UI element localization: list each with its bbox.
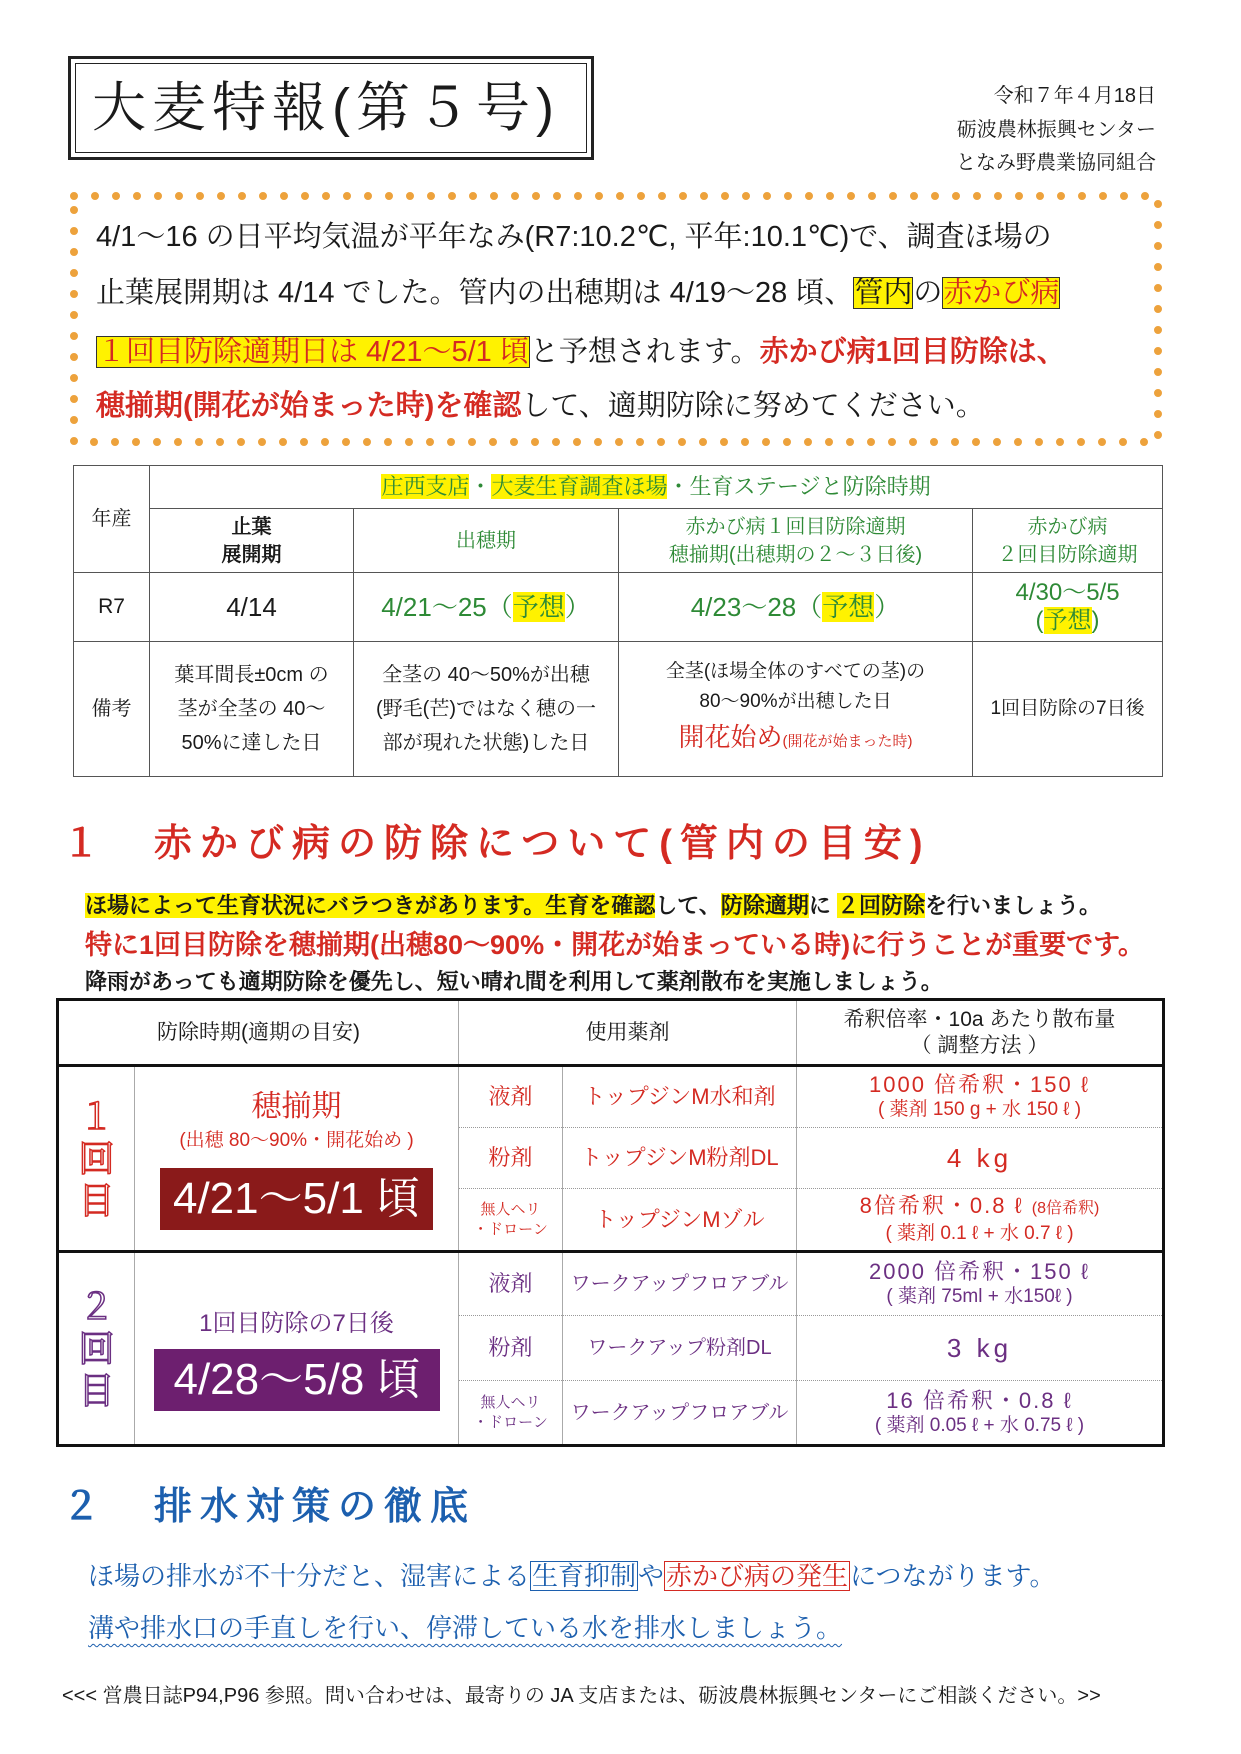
- rate-text: 1000 倍希釈・150 ℓ: [869, 1072, 1090, 1097]
- title-sep: ・: [469, 473, 492, 499]
- header-chemical: 使用薬剤: [459, 1000, 797, 1066]
- notice-text: 4/1～16 の日平均気温が平年なみ(R7:10.2℃, 平年:10.1℃)で、調査ほ場の: [96, 221, 1052, 253]
- forecast-badge: 予想: [512, 591, 565, 622]
- issuer-ja: となみ野農業協同組合: [956, 152, 1156, 174]
- notice-text: と予想されます。: [529, 336, 760, 368]
- title-box: [68, 56, 594, 160]
- chem-rate: [797, 1316, 1164, 1381]
- header-line: 希釈倍率・10a あたり散布量: [843, 1007, 1116, 1031]
- section2-heading: ２ 排水対策の徹底: [62, 1486, 477, 1528]
- period-box: 4/21～5/1 頃: [160, 1168, 433, 1230]
- period-box: 4/28～5/8 頃: [154, 1349, 440, 1411]
- remark-line: (野毛(芒)ではなく穂の一: [376, 698, 596, 720]
- date-text: ）: [564, 591, 591, 622]
- spray-schedule-table: [56, 998, 1165, 1447]
- title-field: 大麦生育調査ほ場: [491, 473, 668, 499]
- r7-heading-date: [354, 573, 619, 642]
- round-char: ２: [78, 1285, 115, 1327]
- forecast-line: [973, 607, 1162, 635]
- highlight-text: 生育を確認: [545, 893, 656, 918]
- timing-block: [135, 1069, 458, 1249]
- round-char: 回: [78, 1327, 115, 1369]
- highlight-akakabi: 赤かび病: [943, 277, 1060, 309]
- remark-line: 部が現れた状態)した日: [382, 732, 590, 754]
- footer-note: <<< 営農日誌P94,P96 参照。問い合わせは、最寄りの JA 支店または、砺波農林振興センターにご相談ください。>>: [62, 1685, 1101, 1707]
- section1-heading: １ 赤かび病の防除について(管内の目安): [62, 823, 931, 865]
- header-timing: 防除時期(適期の目安): [58, 1000, 459, 1066]
- section1-line3: 降雨があっても適期防除を優先し、短い晴れ間を利用して薬剤散布を実施しましょう。: [85, 969, 943, 994]
- flowering-note: (開花が始まった時): [782, 732, 913, 750]
- chem-rate: [797, 1381, 1164, 1446]
- mix-text: ( 薬剤 75ml + 水150ℓ ): [886, 1286, 1073, 1307]
- chem-type: 粉剤: [459, 1128, 563, 1189]
- col-header-first-spray: [619, 509, 973, 573]
- growth-stage-table: [73, 465, 1163, 777]
- chem-name: トップジンM水和剤: [563, 1066, 797, 1128]
- table-row: [58, 1252, 1164, 1316]
- body-text: につながります。: [850, 1561, 1056, 1591]
- chem-name: トップジンMゾル: [563, 1189, 797, 1252]
- row-label: 備考: [74, 642, 150, 777]
- header-line: 穂揃期(出穂期の２～３日後): [668, 543, 923, 566]
- year-header: 年産: [91, 508, 132, 530]
- date-text: 4/21～25（: [381, 591, 513, 622]
- r7-leaf-date: 4/14: [150, 573, 354, 642]
- chem-name: ワークアップ粉剤DL: [563, 1316, 797, 1381]
- type-line: 無人ヘリ: [480, 1200, 541, 1218]
- header-line: 展開期: [221, 543, 282, 566]
- round-label-1: [58, 1066, 135, 1252]
- stage-note: (出穂 80～90%・開花始め ): [179, 1129, 414, 1151]
- remark-second-spray: 1回目防除の7日後: [973, 642, 1163, 777]
- notice-box: [68, 190, 1164, 448]
- title-rest: ・生育ステージと防除時期: [667, 473, 931, 499]
- section2-line2: 溝や排水口の手直しを行い、停滞している水を排水しましょう。: [88, 1613, 843, 1643]
- col-header-second-spray: [973, 509, 1163, 573]
- paren: ): [1091, 607, 1100, 634]
- chem-rate: [797, 1128, 1164, 1189]
- r7-first-spray-date: [619, 573, 973, 642]
- table-row-r7: [74, 573, 1163, 642]
- round-char: 目: [78, 1369, 115, 1411]
- type-line: ・ドローン: [473, 1413, 548, 1431]
- section1-line2: 特に1回目防除を穂揃期(出穂80～90%・開花が始まっている時)に行うことが重要です。: [85, 930, 1145, 960]
- stage-name: 穂揃期: [251, 1089, 342, 1123]
- issuer-center: 砺波農林振興センター: [956, 119, 1156, 141]
- remark-emphasis-line: [619, 717, 972, 762]
- title-branch: 庄西支店: [381, 473, 470, 499]
- header-line: 出穂期: [456, 529, 516, 552]
- remark-line: 50%に達した日: [181, 732, 322, 754]
- highlight-text: ２回防除: [836, 893, 925, 918]
- rate-text: 2000 倍希釈・150 ℓ: [869, 1259, 1090, 1284]
- chem-type: 液剤: [459, 1066, 563, 1128]
- r7-second-spray-date: [973, 573, 1163, 642]
- rate-line: [797, 1193, 1162, 1222]
- section1-line1: [85, 892, 1101, 920]
- chem-type: [459, 1381, 563, 1446]
- date-text: 4/23～28（: [690, 591, 823, 622]
- header-line: （ 調整方法 ）: [910, 1033, 1049, 1057]
- round-char: 回: [78, 1137, 115, 1179]
- notice-line-2: [96, 269, 1060, 317]
- spray-header-row: [58, 1000, 1164, 1066]
- round-label-2: [58, 1252, 135, 1446]
- remark-first-spray: [619, 642, 973, 777]
- stage-name: 1回目防除の7日後: [199, 1309, 394, 1337]
- rate-text: 16 倍希釈・0.8 ℓ: [886, 1387, 1073, 1413]
- chem-name: ワークアップフロアブル: [563, 1381, 797, 1446]
- notice-line-3: [96, 328, 1066, 376]
- notice-line-4: [96, 382, 985, 430]
- table-row: [58, 1066, 1164, 1128]
- remark-line: 葉耳間長±0cm の: [174, 664, 329, 686]
- table-title-row: [74, 466, 1163, 509]
- highlight-text: 防除適期: [720, 893, 809, 918]
- table-title-cell: [150, 466, 1163, 509]
- header-line: ２回目防除適期: [997, 543, 1138, 566]
- chem-rate: [797, 1066, 1164, 1128]
- boxed-akakabi-outbreak: 赤かび病の発生: [666, 1561, 849, 1591]
- body-text: を行いましょう。: [925, 893, 1102, 918]
- remark-leaf: [150, 642, 354, 777]
- rate-text: 4 kg: [946, 1143, 1013, 1173]
- rate-text: 3 kg: [946, 1333, 1013, 1363]
- remark-line: 茎が全茎の 40～: [177, 698, 326, 720]
- table-row-remarks: [74, 642, 1163, 777]
- title-inner-frame: [75, 63, 587, 153]
- timing-cell-2: [135, 1252, 459, 1446]
- date-text: ）: [874, 591, 901, 622]
- mix-text: ( 薬剤 0.1 ℓ + 水 0.7 ℓ ): [885, 1223, 1074, 1244]
- highlight-text: ほ場によって生育状況にバラつきがあります。: [85, 893, 546, 918]
- remark-line: 全茎の 40～50%が出穂: [382, 664, 590, 686]
- header-line: 赤かび病１回目防除適期: [685, 515, 906, 538]
- chem-type: 液剤: [459, 1252, 563, 1316]
- forecast-badge: 予想: [822, 591, 875, 622]
- col-header-heading: [354, 509, 619, 573]
- notice-text: の: [913, 277, 943, 309]
- remark-line: 全茎(ほ場全体のすべての茎)の: [665, 660, 926, 682]
- rate-text: 8倍希釈・0.8 ℓ: [859, 1193, 1024, 1218]
- chem-name: トップジンM粉剤DL: [563, 1128, 797, 1189]
- remark-heading: [354, 642, 619, 777]
- body-text: ほ場の排水が不十分だと、湿害による: [88, 1561, 531, 1591]
- body-text: して、: [655, 893, 721, 918]
- body-text: に: [808, 893, 831, 918]
- column-header-row: [74, 509, 1163, 573]
- chem-type: 粉剤: [459, 1316, 563, 1381]
- notice-text: して、適期防除に努めてください。: [521, 390, 985, 422]
- col-header-leaf: [150, 509, 354, 573]
- page-title: 大麦特報(第５号): [92, 78, 560, 138]
- remark-line: 80～90%が出穂した日: [699, 690, 892, 712]
- chem-name: ワークアップフロアブル: [563, 1252, 797, 1316]
- highlight-kannai: 管内: [854, 277, 913, 309]
- mix-text: ( 薬剤 0.05 ℓ + 水 0.75 ℓ ): [874, 1414, 1085, 1436]
- rate-note: (8倍希釈): [1031, 1200, 1100, 1217]
- notice-emphasis: 赤かび病1回目防除は、: [759, 336, 1066, 368]
- chem-rate: [797, 1252, 1164, 1316]
- paren: (: [1035, 607, 1044, 634]
- body-text: や: [638, 1561, 665, 1591]
- timing-block: [135, 1255, 458, 1443]
- boxed-growth-suppression: 生育抑制: [532, 1561, 637, 1591]
- type-line: 無人ヘリ: [480, 1393, 541, 1411]
- type-line: ・ドローン: [473, 1220, 548, 1238]
- chem-type: [459, 1189, 563, 1252]
- header-line: 止葉: [231, 515, 272, 538]
- flowering-start: 開花始め: [678, 721, 783, 752]
- mix-text: ( 薬剤 150 g + 水 150 ℓ ): [877, 1099, 1082, 1120]
- round-char: 目: [78, 1179, 115, 1221]
- chem-rate: [797, 1189, 1164, 1252]
- notice-emphasis: 穂揃期(開花が始まった時)を確認: [96, 390, 522, 422]
- notice-text: 止葉展開期は 4/14 でした。管内の出穂期は 4/19～28 頃、: [96, 277, 854, 309]
- forecast-badge: 予想: [1043, 607, 1092, 634]
- timing-cell-1: [135, 1066, 459, 1252]
- header-rate: [797, 1000, 1164, 1066]
- row-label: R7: [74, 573, 150, 642]
- notice-line-1: [96, 213, 1052, 261]
- year-header-cell: [74, 466, 150, 573]
- header-line: 赤かび病: [1027, 515, 1108, 538]
- section2-line1: [88, 1560, 1055, 1592]
- highlight-first-spray-period: １回目防除適期日は 4/21～5/1 頃: [97, 336, 529, 368]
- issue-date: 令和７年４月18日: [993, 85, 1156, 107]
- date-text: 4/30～5/5: [1015, 579, 1120, 606]
- round-char: １: [78, 1095, 115, 1137]
